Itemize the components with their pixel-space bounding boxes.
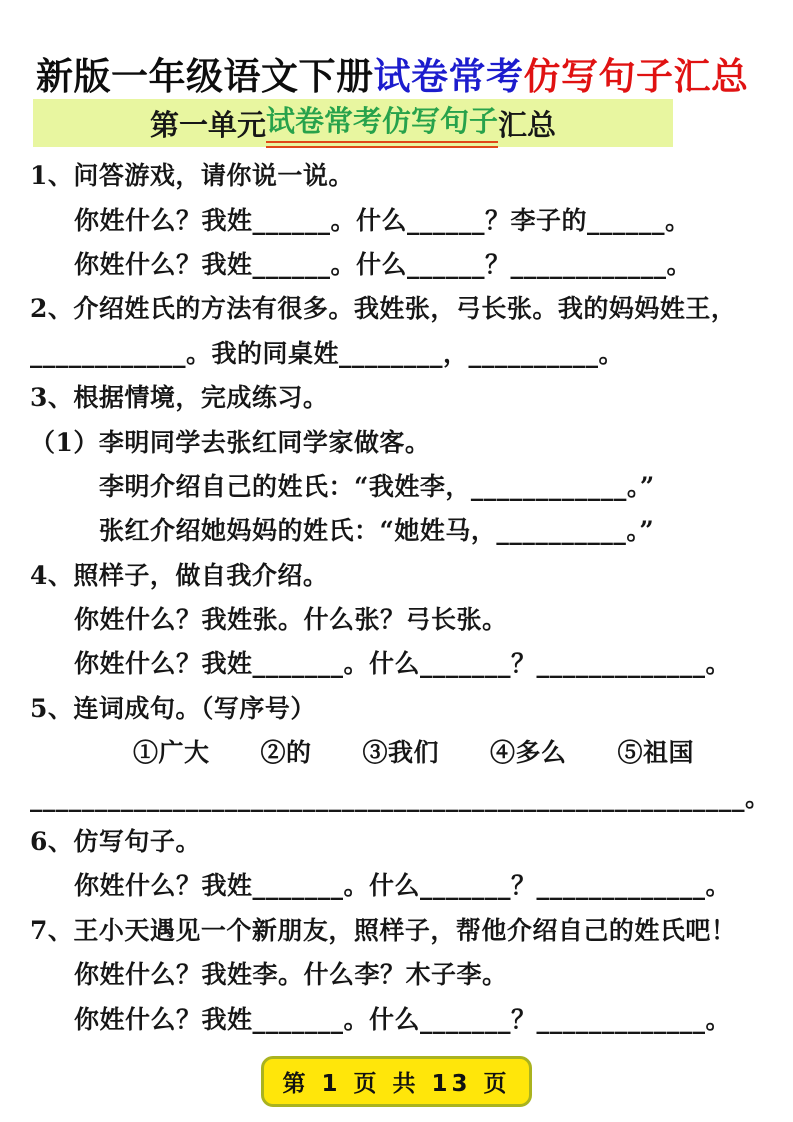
title-part-black: 新版一年级语文下册 <box>36 55 374 98</box>
question-3-line-2: 张红介绍她妈妈的姓氏：“她姓马，__________。” <box>99 516 655 546</box>
question-4-practice-line: 你姓什么？我姓_______。什么_______？_____________。 <box>74 649 732 679</box>
question-5-heading: 5、连词成句。（写序号） <box>30 693 316 723</box>
question-2-heading: 2、介绍姓氏的方法有很多。我姓张，弓长张。我的妈妈姓王， <box>30 294 737 324</box>
question-6-practice-line: 你姓什么？我姓_______。什么_______？_____________。 <box>74 871 732 901</box>
title-part-red: 仿写句子汇总 <box>523 55 749 98</box>
banner-highlight: 试卷常考仿写句子 <box>266 99 498 148</box>
question-3-heading: 3、根据情境，完成练习。 <box>30 383 329 413</box>
question-2-line-1: ____________。我的同桌姓________，__________。 <box>30 338 625 368</box>
question-4-heading: 4、照样子，做自我介绍。 <box>30 560 329 590</box>
question-7-practice-line: 你姓什么？我姓_______。什么_______？_____________。 <box>74 1004 732 1034</box>
question-3-line-1: 李明介绍自己的姓氏：“我姓李，____________。” <box>99 471 655 501</box>
page-number-badge: 第 1 页 共 13 页 <box>261 1056 531 1107</box>
unit-banner <box>33 99 673 147</box>
question-1-line-1: 你姓什么？我姓______。什么______？李子的______。 <box>74 205 691 235</box>
question-4-example: 你姓什么？我姓张。什么张？弓长张。 <box>74 605 508 635</box>
question-3-item-1: （1）李明同学去张红同学家做客。 <box>30 427 431 457</box>
banner-suffix: 汇总 <box>498 107 557 142</box>
question-7-heading: 7、王小天遇见一个新朋友，照样子，帮他介绍自己的姓氏吧！ <box>30 915 737 945</box>
page-footer <box>0 1056 793 1107</box>
question-5-word-options: ①广大 ②的 ③我们 ④多么 ⑤祖国 <box>133 738 695 768</box>
question-5-answer-line: _______________________________________________________。 <box>30 782 771 812</box>
question-6-heading: 6、仿写句子。 <box>30 827 201 857</box>
question-1-heading: 1、问答游戏，请你说一说。 <box>30 161 354 191</box>
banner-prefix: 第一单元 <box>149 107 266 142</box>
question-1-line-2: 你姓什么？我姓______。什么______？____________。 <box>74 249 693 279</box>
question-7-example: 你姓什么？我姓李。什么李？木子李。 <box>74 960 508 990</box>
worksheet-body <box>0 152 793 1040</box>
page-title <box>36 46 749 100</box>
title-part-blue: 试卷常考 <box>373 55 524 98</box>
